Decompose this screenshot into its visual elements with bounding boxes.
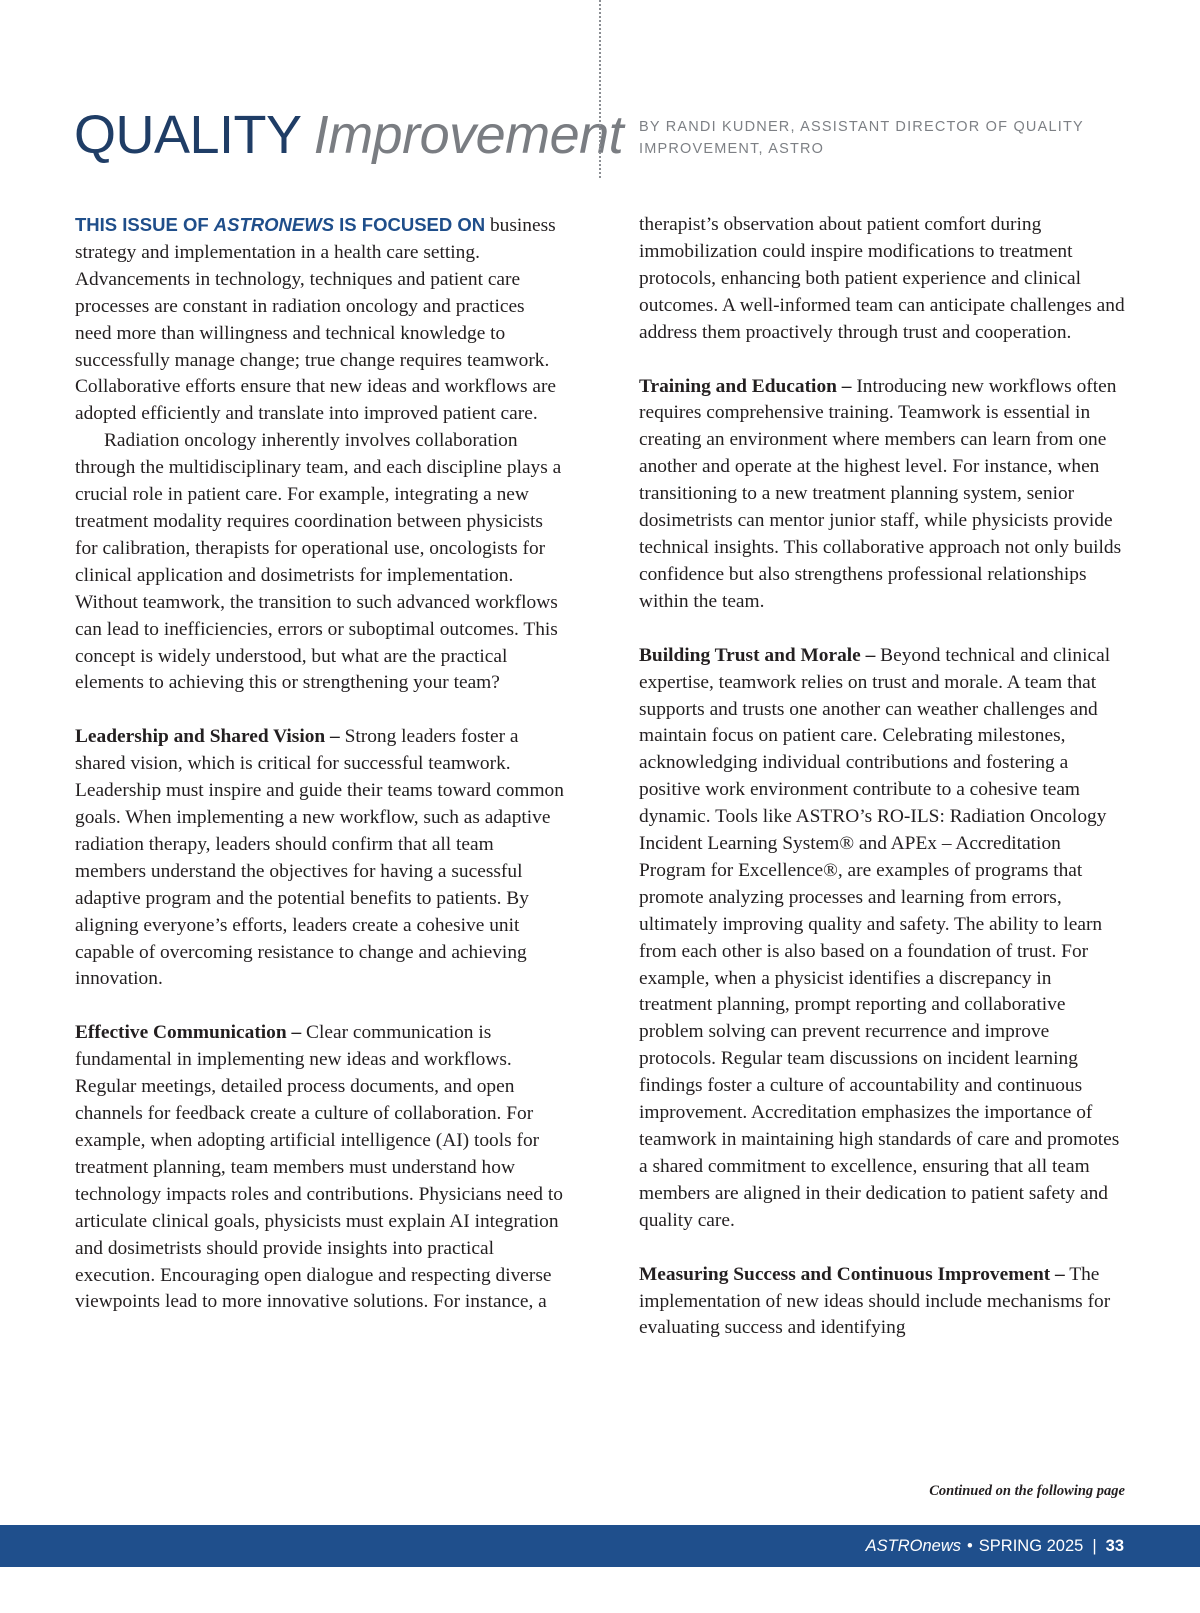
section-leadership <box>75 724 565 993</box>
paragraph-collaboration: Radiation oncology inherently involves collaboration through the multidisciplinary team, and each discipline plays a crucial role in patient care. For example, integrating a new treatment modality requires coordination between physicists for calibration, therapists for operational use, oncologists for clinical application and dosimetrists for implementation. Without teamwork, the transition to such advanced workflows can lead to inefficiencies, errors or suboptimal outcomes. This concept is widely understood, but what are the practical elements to achieving this or strengthening your team? <box>75 430 562 694</box>
lead-in: THIS ISSUE OF ASTRONEWS IS FOCUSED ON <box>75 214 486 235</box>
section-communication <box>75 1020 565 1316</box>
body-training: Introducing new workflows often requires comprehensive training. Teamwork is essential in creating an environment where members can learn from one another and operate at the highest level. For instance, when transitioning to a new treatment planning system, senior dosimetrists can mentor junior staff, while physicists provide technical insights. This collaborative approach not only builds confidence but also strengthens professional relationships within the team. <box>639 375 1122 612</box>
page-title <box>74 100 623 170</box>
subhead-trust: Building Trust and Morale – <box>639 644 876 666</box>
page-number: 33 <box>1105 1536 1124 1555</box>
intro-paragraph <box>75 212 565 428</box>
footer-issue: SPRING 2025 <box>978 1536 1084 1555</box>
section-training <box>639 374 1129 616</box>
footer-bullet: • <box>967 1536 973 1555</box>
section-measuring <box>639 1262 1129 1343</box>
section-trust <box>639 643 1129 1235</box>
title-sub: Improvement <box>313 105 624 165</box>
right-column <box>639 212 1129 1342</box>
header-divider <box>599 0 601 178</box>
subhead-leadership: Leadership and Shared Vision – <box>75 726 340 748</box>
body-trust: Beyond technical and clinical expertise, teamwork relies on trust and morale. A team that supports and trusts one another can weather challenges and maintain focus on patient care. Celebrating milestones, acknowledging individual contributions and fostering a positive work environment contribute to a cohesive team dynamic. Tools like ASTRO’s RO-ILS: Radiation Oncology Incident Learning System® and APEx – Accreditation Program for Excellence®, are examples of programs that promote analyzing processes and learning from errors, ultimately improving quality and safety. The ability to learn from each other is also based on a foundation of trust. For example, when a physicist identifies a discrepancy in treatment planning, prompt reporting and collaborative problem solving can prevent recurrence and improve protocols. Regular team discussions on incident learning findings foster a culture of accountability and continuous improvement. Accreditation emphasizes the importance of teamwork in maintaining high standards of care and promotes a shared commitment to excellence, ensuring that all team members are aligned in their dedication to patient safety and quality care. <box>639 644 1120 1231</box>
footer-bar <box>0 1525 1200 1567</box>
title-main: QUALITY <box>74 105 302 165</box>
continued-note: Continued on the following page <box>929 1483 1125 1499</box>
footer-content <box>866 1525 1124 1567</box>
footer-separator: | <box>1092 1536 1097 1555</box>
body-measuring: The implementation of new ideas should include mechanisms for evaluating success and identifying <box>639 1263 1111 1339</box>
intro-text: business strategy and implementation in a health care setting. Advancements in technology, techniques and patient care processes are constant in radiation oncology and practices need more than willingness and technical knowledge to successfully manage change; true change requires teamwork. Collaborative efforts ensure that new ideas and workflows are adopted efficiently and translate into improved patient care. <box>75 215 557 425</box>
body-communication: Clear communication is fundamental in implementing new ideas and workflows. Regular meetings, detailed process documents, and open channels for feedback create a culture of collaboration. For example, when adopting artificial intelligence (AI) tools for treatment planning, team members must understand how technology impacts roles and contributions. Physicians need to articulate clinical goals, physicists must explain AI integration and dosimetrists should provide insights into practical execution. Encouraging open dialogue and respecting diverse viewpoints lead to more innovative solutions. For instance, a <box>75 1022 563 1313</box>
subhead-communication: Effective Communication – <box>75 1022 302 1044</box>
subhead-measuring: Measuring Success and Continuous Improvement – <box>639 1263 1065 1285</box>
paragraph-continued: therapist’s observation about patient comfort during immobilization could inspire modifications to treatment protocols, enhancing both patient experience and clinical outcomes. A well-informed team can anticipate challenges and address them proactively through trust and cooperation. <box>639 214 1125 343</box>
byline: BY RANDI KUDNER, ASSISTANT DIRECTOR OF QUALITY IMPROVEMENT, ASTRO <box>639 119 1084 157</box>
subhead-training: Training and Education – <box>639 375 852 397</box>
left-column <box>75 212 565 1316</box>
footer-publication: ASTROnews <box>865 1536 961 1555</box>
body-leadership: Strong leaders foster a shared vision, which is critical for successful teamwork. Leadership must inspire and guide their teams toward common goals. When implementing a new workflow, such as adaptive radiation therapy, leaders should confirm that all team members understand the objectives for having a sucessful adaptive program and the potential benefits to patients. By aligning everyone’s efforts, leaders create a cohesive unit capable of overcoming resistance to change and achieving innovation. <box>75 726 564 990</box>
